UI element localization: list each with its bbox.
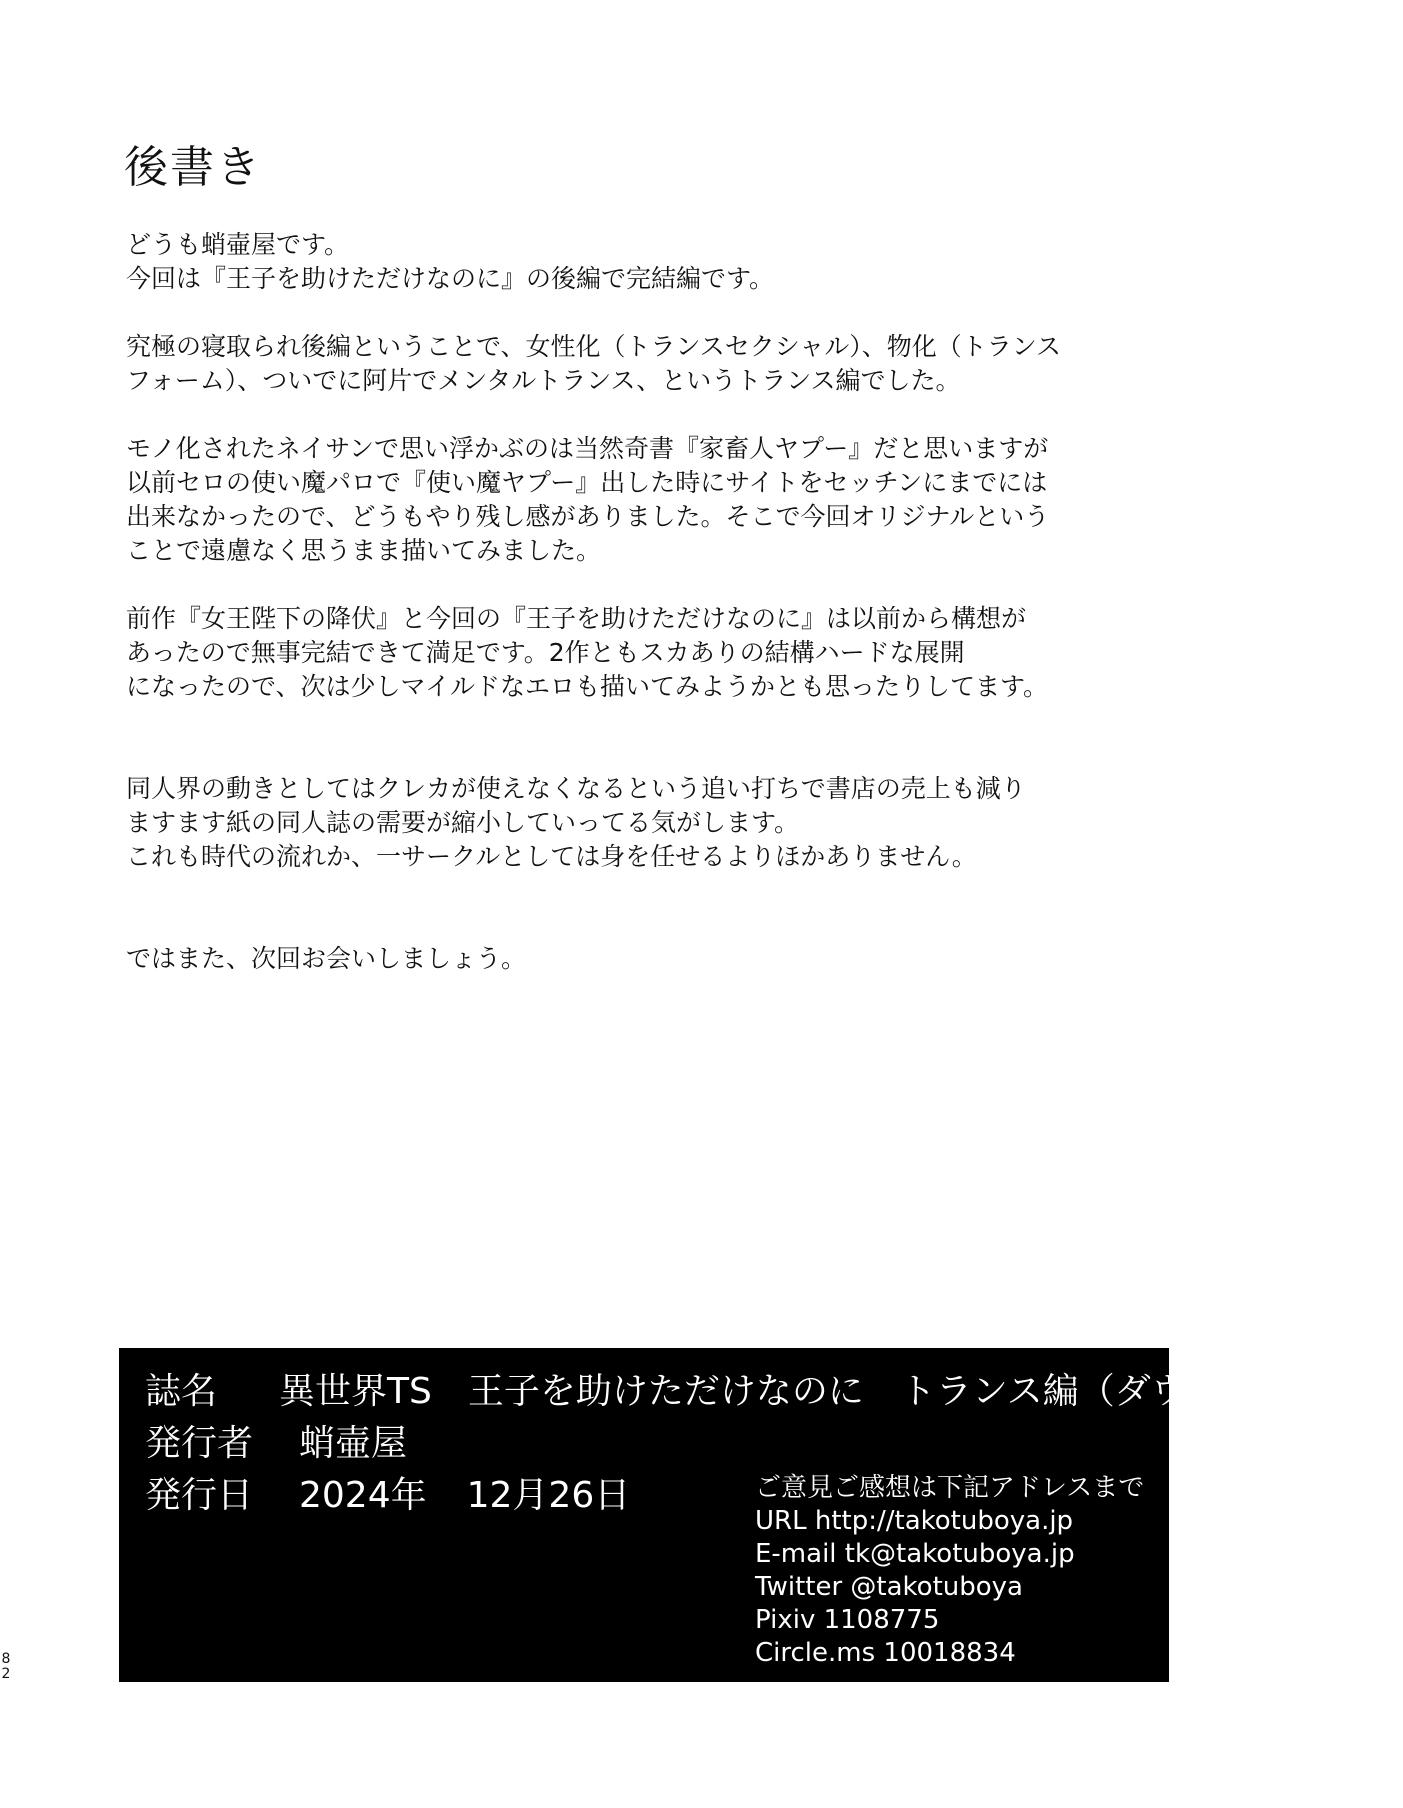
paragraph [126, 772, 1176, 874]
text-line: 今回は『王子を助けただけなのに』の後編で完結編です。 [126, 264, 775, 293]
text-line: 前作『女王陛下の降伏』と今回の『王子を助けただけなのに』は以前から構想が [126, 604, 1027, 633]
page-number-digit: 8 [1, 1651, 11, 1667]
text-line: ますます紙の同人誌の需要が縮小していってる気がします。 [126, 808, 800, 837]
text-line: あったので無事完結できて満足です。2作ともスカありの結構ハードな展開 [126, 638, 965, 667]
date-label: 発行日 [145, 1475, 254, 1516]
text-line: これも時代の流れか、一サークルとしては身を任せるよりほかありません。 [126, 842, 977, 871]
contact-info [755, 1472, 1144, 1670]
colophon-date-row [145, 1475, 631, 1516]
date-year: 2024年 [299, 1475, 427, 1516]
contact-pixiv: Pixiv 1108775 [755, 1605, 940, 1635]
text-line: ことで遠慮なく思うまま描いてみました。 [126, 536, 602, 565]
contact-heading: ご意見ご感想は下記アドレスまで [755, 1473, 1145, 1503]
colophon-publisher-row [145, 1423, 408, 1464]
title-label: 誌名 [145, 1371, 218, 1412]
afterword-body [126, 228, 1176, 976]
text-line: どうも蛸壷屋です。 [126, 230, 350, 259]
publisher-label: 発行者 [145, 1423, 254, 1464]
text-line: フォーム）、ついでに阿片でメンタルトランス、というトランス編でした。 [126, 366, 961, 395]
text-line: になったので、次は少しマイルドなエロも描いてみようかとも思ったりしてます。 [126, 672, 1049, 701]
contact-url: URL http://takotuboya.jp [755, 1506, 1074, 1536]
text-line: 以前セロの使い魔パロで『使い魔ヤプー』出した時にサイトをセッチンにまでには [126, 468, 1048, 497]
colophon-box [119, 1348, 1403, 1682]
text-line: 出来なかったので、どうもやり残し感がありました。そこで今回オリジナルという [126, 502, 1050, 531]
text-line: 同人界の動きとしてはクレカが使えなくなるという追い打ちで書店の売上も減り [126, 774, 1026, 803]
paragraph [126, 602, 1176, 704]
paragraph [126, 330, 1176, 398]
paragraph [126, 432, 1176, 568]
paragraph [126, 228, 1176, 296]
date-day: 12月26日 [466, 1475, 631, 1516]
page-title: 後書き [124, 142, 262, 193]
text-line: モノ化されたネイサンで思い浮かぶのは当然奇書『家畜人ヤプー』だと思いますが [126, 434, 1049, 463]
contact-twitter: Twitter @takotuboya [755, 1572, 1023, 1602]
page-number [0, 1652, 12, 1682]
colophon-title-row [145, 1371, 1403, 1412]
publisher-value: 蛸壷屋 [299, 1423, 408, 1464]
text-line: 究極の寝取られ後編ということで、女性化（トランスセクシャル）、物化（トランス [126, 332, 1062, 361]
title-value: 異世界TS 王子を助けただけなのに トランス編（ダウンロード版） [279, 1371, 1403, 1412]
contact-circle-ms: Circle.ms 10018834 [755, 1638, 1016, 1668]
page-number-digit: 2 [1, 1666, 11, 1682]
text-line: ではまた、次回お会いしましょう。 [126, 944, 527, 973]
contact-email: E-mail tk@takotuboya.jp [755, 1539, 1075, 1569]
paragraph [126, 942, 1176, 976]
